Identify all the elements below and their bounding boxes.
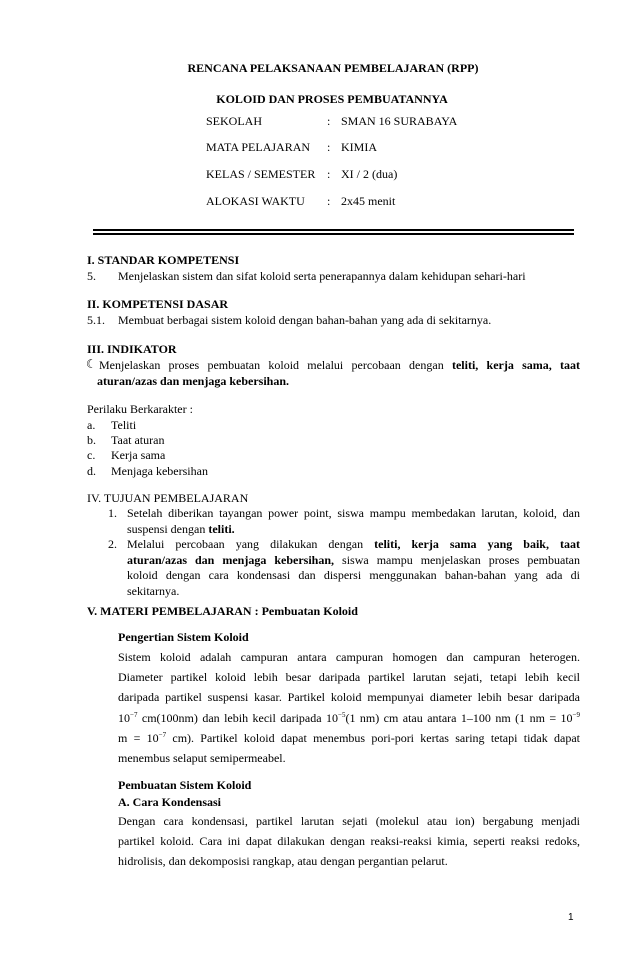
- info-sep: :: [327, 194, 331, 208]
- subsection-title: Pembuatan Sistem Koloid: [118, 778, 252, 792]
- info-sep: :: [327, 140, 331, 154]
- objective-line: sekitarnya.: [127, 584, 180, 598]
- section-heading-materi: V. MATERI PEMBELAJARAN : Pembuatan Koloid: [87, 604, 358, 618]
- paragraph-line: daripada partikel suspensi kasar. Partikel koloid mempunyai diameter lebih besar daripada: [118, 690, 580, 704]
- info-sep: :: [327, 114, 331, 128]
- objective-line: [127, 522, 235, 537]
- page-number: 1: [568, 912, 574, 923]
- list-marker: 2.: [108, 537, 117, 551]
- objective-text: siswa mampu menjelaskan proses pembuatan: [342, 553, 580, 567]
- objective-bold-text: teliti, kerja sama yang baik, taat: [374, 537, 581, 551]
- list-marker: 5.: [87, 269, 96, 283]
- paragraph-line: Dengan cara kondensasi, partikel larutan sejati (molekul atau ion) bergabung menjadi: [118, 814, 580, 828]
- objective-line: [127, 537, 580, 552]
- info-sep: :: [327, 167, 331, 181]
- paragraph-line: [118, 711, 580, 726]
- list-marker: d.: [87, 464, 96, 478]
- indicator-bold-text: teliti, kerja sama, taat: [451, 358, 580, 372]
- paragraph-line: Diameter partikel koloid lebih besar daripada partikel larutan sejati, tetapi lebih kecil: [118, 670, 580, 684]
- paragraph-line: hidrolisis, dan dekomposisi rangkap, atau dengan pergantian pelarut.: [118, 854, 448, 868]
- text-run: 10: [118, 711, 130, 725]
- document-title: RENCANA PELAKSANAAN PEMBELAJARAN (RPP): [187, 61, 479, 75]
- section-heading-tujuan: IV. TUJUAN PEMBELAJARAN: [87, 491, 249, 505]
- section-heading-kompetensi: II. KOMPETENSI DASAR: [87, 297, 229, 311]
- document-subtitle: KOLOID DAN PROSES PEMBUATANNYA: [216, 92, 448, 106]
- superscript: −7: [130, 711, 138, 719]
- info-value: 2x45 menit: [341, 194, 396, 208]
- indicator-line: [99, 358, 580, 373]
- competency-text: Menjelaskan sistem dan sifat koloid serta penerapannya dalam kehidupan sehari-hari: [118, 269, 526, 283]
- text-run: m = 10: [118, 731, 159, 745]
- objective-bold-text: aturan/azas dan menjaga kebersihan,: [127, 553, 335, 567]
- superscript: −5: [338, 711, 346, 719]
- text-run: (1 nm) cm atau antara 1–100 nm (1 nm = 10: [345, 711, 573, 725]
- objective-text: suspensi dengan: [127, 522, 206, 536]
- list-marker: b.: [87, 433, 96, 447]
- paragraph-line: Sistem koloid adalah campuran antara campuran homogen dan campuran heterogen.: [118, 650, 580, 664]
- info-value: SMAN 16 SURABAYA: [341, 114, 458, 128]
- info-label: SEKOLAH: [206, 114, 262, 128]
- objective-line: [127, 553, 580, 568]
- list-marker: a.: [87, 418, 96, 432]
- info-label: MATA PELAJARAN: [206, 140, 311, 154]
- list-marker: c.: [87, 448, 96, 462]
- info-value: XI / 2 (dua): [341, 167, 398, 181]
- section-heading-indikator: III. INDIKATOR: [87, 342, 177, 356]
- objective-text: Melalui percobaan yang dilakukan dengan: [127, 537, 364, 551]
- moon-bullet-icon: ☾: [86, 357, 97, 371]
- indicator-text: Menjelaskan proses pembuatan koloid melalui percobaan dengan: [99, 358, 444, 372]
- superscript: −9: [572, 711, 580, 719]
- paragraph-line: menembus selaput semipermeabel.: [118, 751, 286, 765]
- info-label: KELAS / SEMESTER: [206, 167, 316, 181]
- objective-line: Setelah diberikan tayangan power point, siswa mampu membedakan larutan, koloid, dan: [127, 506, 580, 520]
- objective-line: koloid dengan cara kondensasi dan dispersi menggunakan bahan-bahan yang ada di: [127, 568, 580, 582]
- text-run: cm). Partikel koloid dapat menembus pori-pori kertas saring tetapi tidak dapat: [166, 731, 580, 745]
- list-marker: 5.1.: [87, 313, 105, 327]
- section-heading-standar: I. STANDAR KOMPETENSI: [87, 253, 240, 267]
- list-item: Menjaga kebersihan: [111, 464, 208, 478]
- indicator-line: aturan/azas dan menjaga kebersihan.: [97, 374, 290, 388]
- superscript: −7: [158, 731, 167, 739]
- header-divider: [93, 233, 574, 235]
- list-item: Kerja sama: [111, 448, 166, 462]
- list-marker: 1.: [108, 506, 117, 520]
- list-item: Teliti: [111, 418, 137, 432]
- competency-text: Membuat berbagai sistem koloid dengan bahan-bahan yang ada di sekitarnya.: [118, 313, 492, 327]
- objective-bold-text: teliti.: [208, 522, 235, 536]
- info-label: ALOKASI WAKTU: [206, 194, 305, 208]
- paragraph-line: [118, 731, 580, 746]
- info-value: KIMIA: [341, 140, 377, 154]
- header-divider: [93, 229, 574, 231]
- list-item: Taat aturan: [111, 433, 165, 447]
- paragraph-line: partikel koloid. Cara ini dapat dilakukan dengan reaksi-reaksi kimia, seperti reaksi redoks,: [118, 834, 580, 848]
- text-run: cm(100nm) dan lebih kecil daripada 10: [137, 711, 339, 725]
- perilaku-title: Perilaku Berkarakter :: [87, 402, 193, 416]
- subsection-subtitle: A. Cara Kondensasi: [118, 795, 222, 809]
- subsection-title: Pengertian Sistem Koloid: [118, 630, 249, 644]
